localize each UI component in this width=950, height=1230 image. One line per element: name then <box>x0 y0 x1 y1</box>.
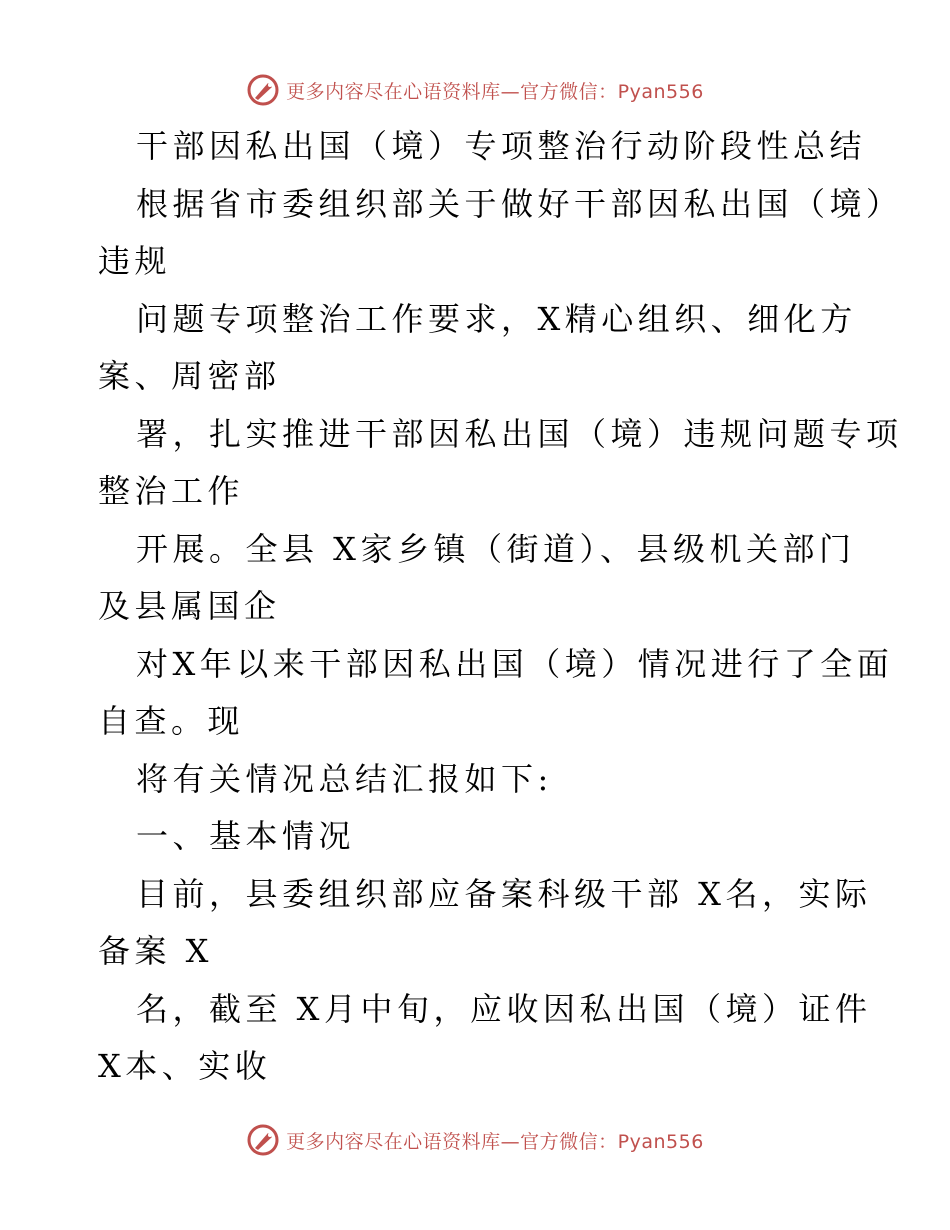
watermark-top <box>0 70 950 110</box>
text-line: 署，扎实推进干部因私出国（境）违规问题专项 <box>136 414 903 453</box>
section-heading: 一、基本情况 <box>136 817 356 855</box>
text-line: 名，截至 X月中旬，应收因私出国（境）证件 <box>136 989 872 1028</box>
text-line: 自查。现 <box>98 702 245 740</box>
document-title: 干部因私出国（境）专项整治行动阶段性总结 <box>136 127 867 165</box>
watermark-text: 更多内容尽在心语资料库—官方微信：Pyan556 <box>286 1130 704 1153</box>
pen-logo-icon <box>246 1123 280 1157</box>
watermark-text: 更多内容尽在心语资料库—官方微信：Pyan556 <box>286 80 704 103</box>
text-line: 对X年以来干部因私出国（境）情况进行了全面 <box>136 644 894 683</box>
text-line: 开展。全县 X家乡镇（街道）、县级机关部门 <box>136 529 856 568</box>
text-line: 整治工作 <box>98 472 245 510</box>
text-line: 目前，县委组织部应备案科级干部 X名，实际 <box>136 874 872 913</box>
text-line: 案、周密部 <box>98 357 281 395</box>
text-line: 及县属国企 <box>98 587 281 625</box>
pen-logo-icon <box>246 73 280 107</box>
text-line: 违规 <box>98 242 172 280</box>
text-line: X本、实收 <box>98 1047 272 1085</box>
text-line: 将有关情况总结汇报如下: <box>136 759 553 798</box>
text-line: 备案 X <box>98 932 213 970</box>
text-line: 问题专项整治工作要求，X精心组织、细化方 <box>136 299 857 338</box>
watermark-bottom <box>0 1120 950 1160</box>
text-line: 根据省市委组织部关于做好干部因私出国（境） <box>136 184 903 223</box>
document-body <box>98 118 903 1096</box>
